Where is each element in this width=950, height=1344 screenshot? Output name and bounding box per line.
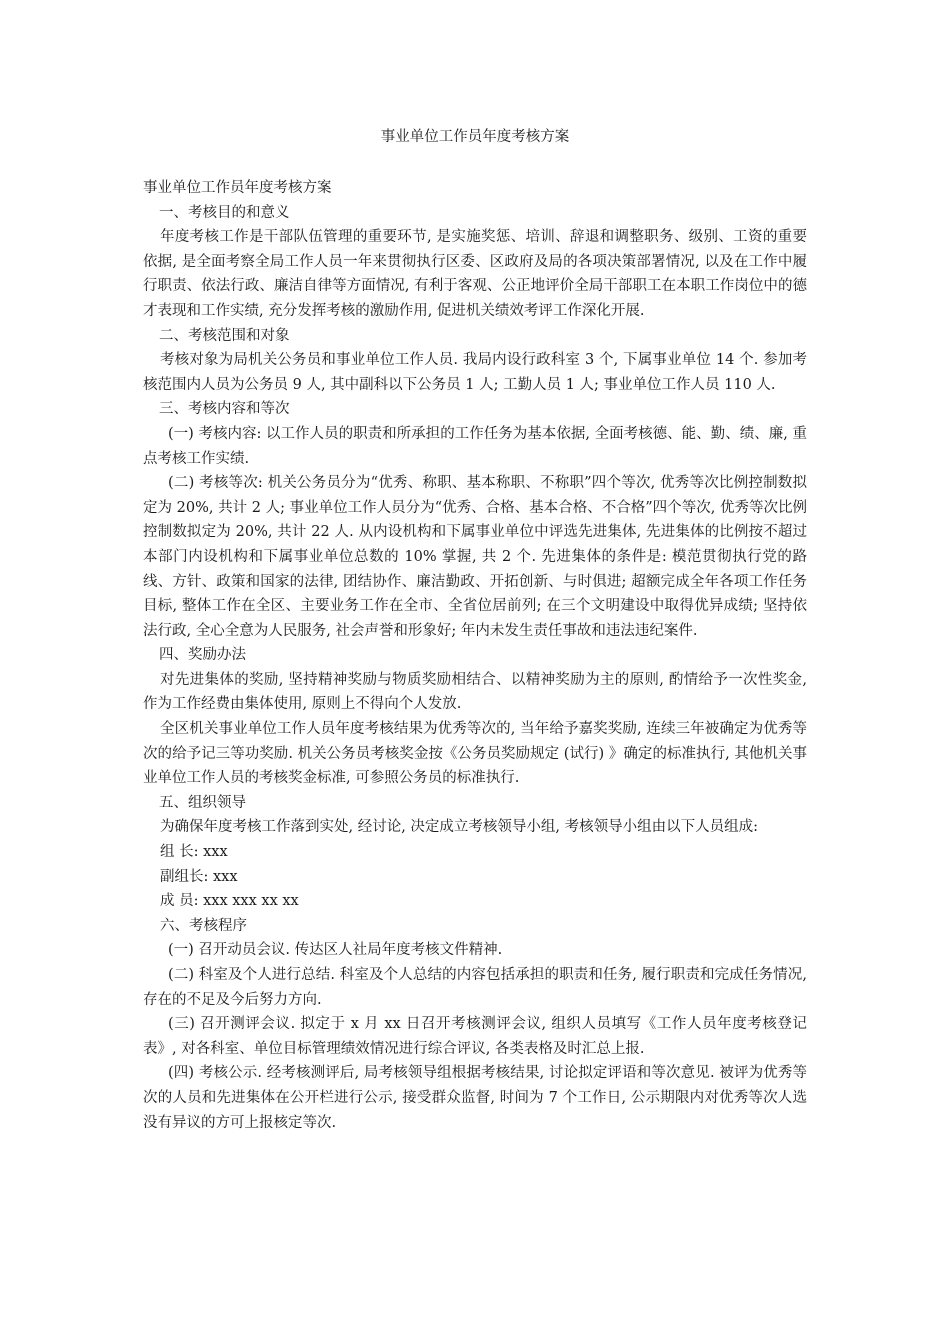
section-6-paragraph-1: (一) 召开动员会议. 传达区人社局年度考核文件精神. (168, 942, 503, 959)
section-3-paragraph-1: (一) 考核内容: 以工作人员的职责和所承担的工作任务为基本依据, 全面考核德、能、勤、绩、廉, 重点考核工作实绩. (143, 425, 807, 467)
section-3-heading: 三、考核内容和等次 (159, 401, 290, 418)
document-body (143, 176, 807, 1135)
section-4-paragraph-1: 对先进集体的奖励, 坚持精神奖励与物质奖励相结合、以精神奖励为主的原则, 酌情给予一次性奖金, 作为工作经费由集体使用, 原则上不得向个人发放. (143, 671, 807, 713)
section-2-paragraph-1: 考核对象为局机关公务员和事业单位工作人员. 我局内设行政科室 3 个, 下属事业单位 14 个. 参加考核范围内人员为公务员 9 人, 其中副科以下公务员 1 人; 工勤人员 1 人; 事业单位工作人员 110 人. (143, 352, 807, 393)
document-subtitle: 事业单位工作员年度考核方案 (143, 180, 332, 196)
section-1-paragraph-1: 年度考核工作是干部队伍管理的重要环节, 是实施奖惩、培训、辞退和调整职务、级别、工资的重要依据, 是全面考察全局工作人员一年来贯彻执行区委、区政府及局的各项决策部署情况, 以及在工作中履行职责、依法行政、廉洁自律等方面情况, 有利于客观、公正地评价全局干部职工在本职工作岗位中的德才表现和工作实绩, 充分发挥考核的激励作用, 促进机关绩效考评工作深化开展. (143, 229, 807, 319)
section-4-paragraph-2: 全区机关事业单位工作人员年度考核结果为优秀等次的, 当年给予嘉奖奖励, 连续三年被确定为优秀等次的给予记三等功奖励. 机关公务员考核奖金按《公务员奖励规定 (试行) 》确定的标准执行, 其他机关事业单位工作人员的考核奖金标准, 可参照公务员的标准执行. (143, 721, 807, 787)
deputy-leader-line: 副组长: xxx (160, 868, 238, 885)
group-leader-line: 组 长: xxx (160, 844, 228, 861)
section-5-paragraph-1: 为确保年度考核工作落到实处, 经讨论, 决定成立考核领导小组, 考核领导小组由以下人员组成: (160, 819, 759, 836)
section-2-heading: 二、考核范围和对象 (159, 327, 290, 344)
section-1-heading: 一、考核目的和意义 (159, 204, 290, 221)
section-6-paragraph-4: (四) 考核公示. 经考核测评后, 局考核领导组根据考核结果, 讨论拟定评语和等次意见. 被评为优秀等次的人员和先进集体在公开栏进行公示, 接受群众监督, 时间为 7 个工作日, 公示期限内对优秀等次人选没有异议的方可上报核定等次. (143, 1065, 807, 1131)
section-3-paragraph-2: (二) 考核等次: 机关公务员分为“优秀、称职、基本称职、不称职”四个等次, 优秀等次比例控制数拟定为 20%, 共计 2 人; 事业单位工作人员分为“优秀、合格、基本合格、不合格”四个等次, 优秀等次比例控制数拟定为 20%, 共计 22 人. 从内设机构和下属事业单位中评选先进集体, 先进集体的比例按不超过本部门内设机构和下属事业单位总数的 10% 掌握, 共 2 个. 先进集体的条件是: 模范贯彻执行党的路线、方针、政策和国家的法律, 团结协作、廉洁勤政、开拓创新、与时俱进; 超额完成全年各项工作任务目标, 整体工作在全区、主要业务工作在全市、全省位居前列; 在三个文明建设中取得优异成绩; 坚持依法行政, 全心全意为人民服务, 社会声誉和形象好; 年内未发生责任事故和违法违纪案件. (143, 475, 807, 639)
document-title: 事业单位工作员年度考核方案 (380, 129, 570, 145)
section-6-paragraph-2: (二) 科室及个人进行总结. 科室及个人总结的内容包括承担的职责和任务, 履行职责和完成任务情况, 存在的不足及今后努力方向. (143, 967, 807, 1008)
section-6-paragraph-3: (三) 召开测评会议. 拟定于 x 月 xx 日召开考核测评会议, 组织人员填写《工作人员年度考核登记表》, 对各科室、单位目标管理绩效情况进行综合评议, 各类表格及时汇总上报. (143, 1016, 807, 1057)
section-4-heading: 四、奖励办法 (159, 647, 246, 664)
section-6-heading: 六、考核程序 (160, 917, 247, 934)
section-5-heading: 五、组织领导 (159, 794, 246, 811)
members-line: 成 员: xxx xxx xx xx (160, 893, 299, 910)
